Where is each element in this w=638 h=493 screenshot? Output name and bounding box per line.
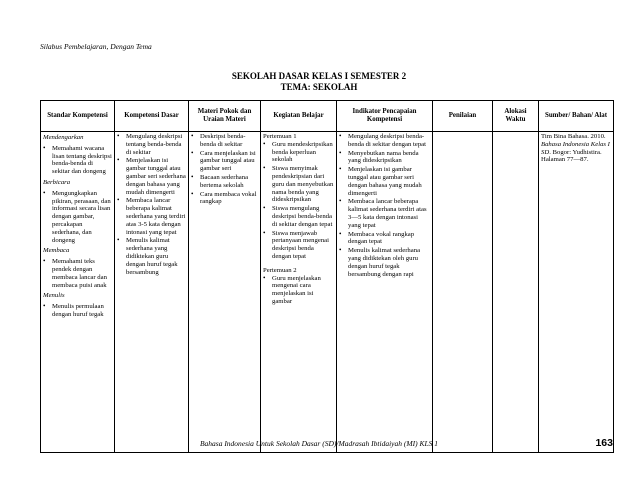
cell-kegiatan bbox=[261, 132, 337, 453]
title-line-1: SEKOLAH DASAR KELAS I SEMESTER 2 bbox=[231, 71, 407, 81]
cell-kompetensi-dasar bbox=[115, 132, 189, 453]
cell-materi bbox=[189, 132, 261, 453]
col-header-kegiatan: Kegiatan Belajar bbox=[261, 101, 337, 132]
list-item: • Membaca lancar beberapa kalimat sederhana terdiri atas 3—5 kata dengan intonasi yang tepat bbox=[339, 198, 430, 229]
list-item: • Cara membaca vokal rangkap bbox=[191, 191, 258, 207]
kegiatan-pertemuan-1: Pertemuan 1 bbox=[263, 133, 297, 140]
list-item: • Memahami teks pendek dengan membaca lancar dan membaca puisi anak bbox=[43, 258, 112, 289]
list-item: • Menulis kalimat sederhana yang didiktekan guru dengan huruf tegak bersambung bbox=[117, 237, 186, 276]
col-header-standar-kompetensi: Standar Kompetensi bbox=[41, 101, 115, 132]
cell-indikator bbox=[337, 132, 433, 453]
list-item: • Membaca lancar beberapa kalimat sederhana yang terdiri atas 3-5 kata dengan intonasi yang tepat bbox=[117, 197, 186, 236]
list-item: • Siswa menyimak pendeskripsian dari guru dan menyebutkan nama benda yang dideskripsikan bbox=[263, 165, 334, 204]
list-item: • Mengulang deskripsi tentang benda-benda di sekitar bbox=[117, 133, 186, 156]
sk-heading-menulis: Menulis bbox=[43, 292, 65, 300]
cell-sumber bbox=[539, 132, 614, 453]
kegiatan-pertemuan-2: Pertemuan 2 bbox=[263, 266, 297, 274]
col-header-materi: Materi Pokok dan Uraian Materi bbox=[189, 101, 261, 132]
sk-heading-mendengarkan: Mendengarkan bbox=[43, 134, 84, 141]
col-header-indikator: Indikator Pencapaian Kompetensi bbox=[337, 101, 433, 132]
title-line-2: TEMA: SEKOLAH bbox=[280, 82, 358, 92]
sk-heading-membaca: Membaca bbox=[43, 247, 70, 255]
list-item: • Menyebutkan nama benda yang dideskripsikan bbox=[339, 150, 430, 166]
list-item: • Menulis permulaan dengan huruf tegak bbox=[43, 303, 112, 319]
document-title bbox=[0, 71, 638, 93]
list-item: • Menjelaskan isi gambar tunggal atau gambar seri sederhana dengan bahasa yang mudah dimengerti bbox=[117, 157, 186, 196]
list-item: • Cara menjelaskan isi gambar tunggal atau gambar seri bbox=[191, 150, 258, 173]
list-item: • Siswa mengulang deskripsi benda-benda di sekitar dengan tepat bbox=[263, 205, 334, 228]
list-item: • Siswa menjawab pertanyaan mengenai deskripsi benda dengan tepat bbox=[263, 230, 334, 261]
col-header-penilaian: Penilaian bbox=[433, 101, 493, 132]
list-item: • Menulis kalimat sederhana yang didiktekan oleh guru dengan huruf tegak bersambung dengan rapi bbox=[339, 247, 430, 278]
list-item: • Guru mendeskripsikan benda keperluan sekolah bbox=[263, 141, 334, 164]
col-header-kompetensi-dasar: Kompetensi Dasar bbox=[115, 101, 189, 132]
page-footer: Bahasa Indonesia Untuk Sekolah Dasar (SD)/Madrasah Ibtidaiyah (MI) KLS 1 bbox=[199, 439, 439, 448]
list-item: • Membaca vokal rangkap dengan tepat bbox=[339, 231, 430, 247]
col-header-alokasi: Alokasi Waktu bbox=[493, 101, 539, 132]
table-row bbox=[41, 132, 614, 453]
list-item: • Bacaan sederhana bertema sekolah bbox=[191, 174, 258, 190]
cell-penilaian bbox=[433, 132, 493, 453]
list-item: • Menjelaskan isi gambar tunggal atau gambar seri dengan bahasa yang mudah dimengerti bbox=[339, 166, 430, 197]
running-header: Silabus Pembelajaran, Dengan Tema bbox=[40, 42, 152, 51]
sk-heading-berbicara: Berbicara bbox=[43, 178, 71, 186]
sumber-book-title: Bahasa Indonesia Kelas I SD bbox=[541, 140, 610, 156]
list-item: • Mengulang deskripsi benda-benda di sekitar dengan tepat bbox=[339, 133, 430, 149]
list-item: • Guru menjelaskan mengenai cara menjelaskan isi gambar bbox=[263, 275, 334, 306]
list-item: • Deskripsi benda-benda di sekitar bbox=[191, 133, 258, 149]
list-item: • Mengungkapkan pikiran, perasaan, dan informasi secara lisan dengan gambar, percakapan sederhana, dan dongeng bbox=[43, 190, 112, 245]
col-header-sumber: Sumber/ Bahan/ Alat bbox=[539, 101, 614, 132]
page-number: 163 bbox=[595, 437, 613, 449]
sumber-line-2: . Bogor: Yudhistira. Halaman 77—87. bbox=[541, 148, 602, 164]
list-item: • Memahami wacana lisan tentang deskripsi benda-benda di sekitar dan dongeng bbox=[43, 145, 112, 176]
table-header-row bbox=[41, 101, 614, 132]
cell-alokasi bbox=[493, 132, 539, 453]
syllabus-table bbox=[40, 100, 614, 453]
sumber-line-1: Tim Bina Bahasa. 2010. bbox=[541, 133, 606, 140]
cell-standar-kompetensi bbox=[41, 132, 115, 453]
